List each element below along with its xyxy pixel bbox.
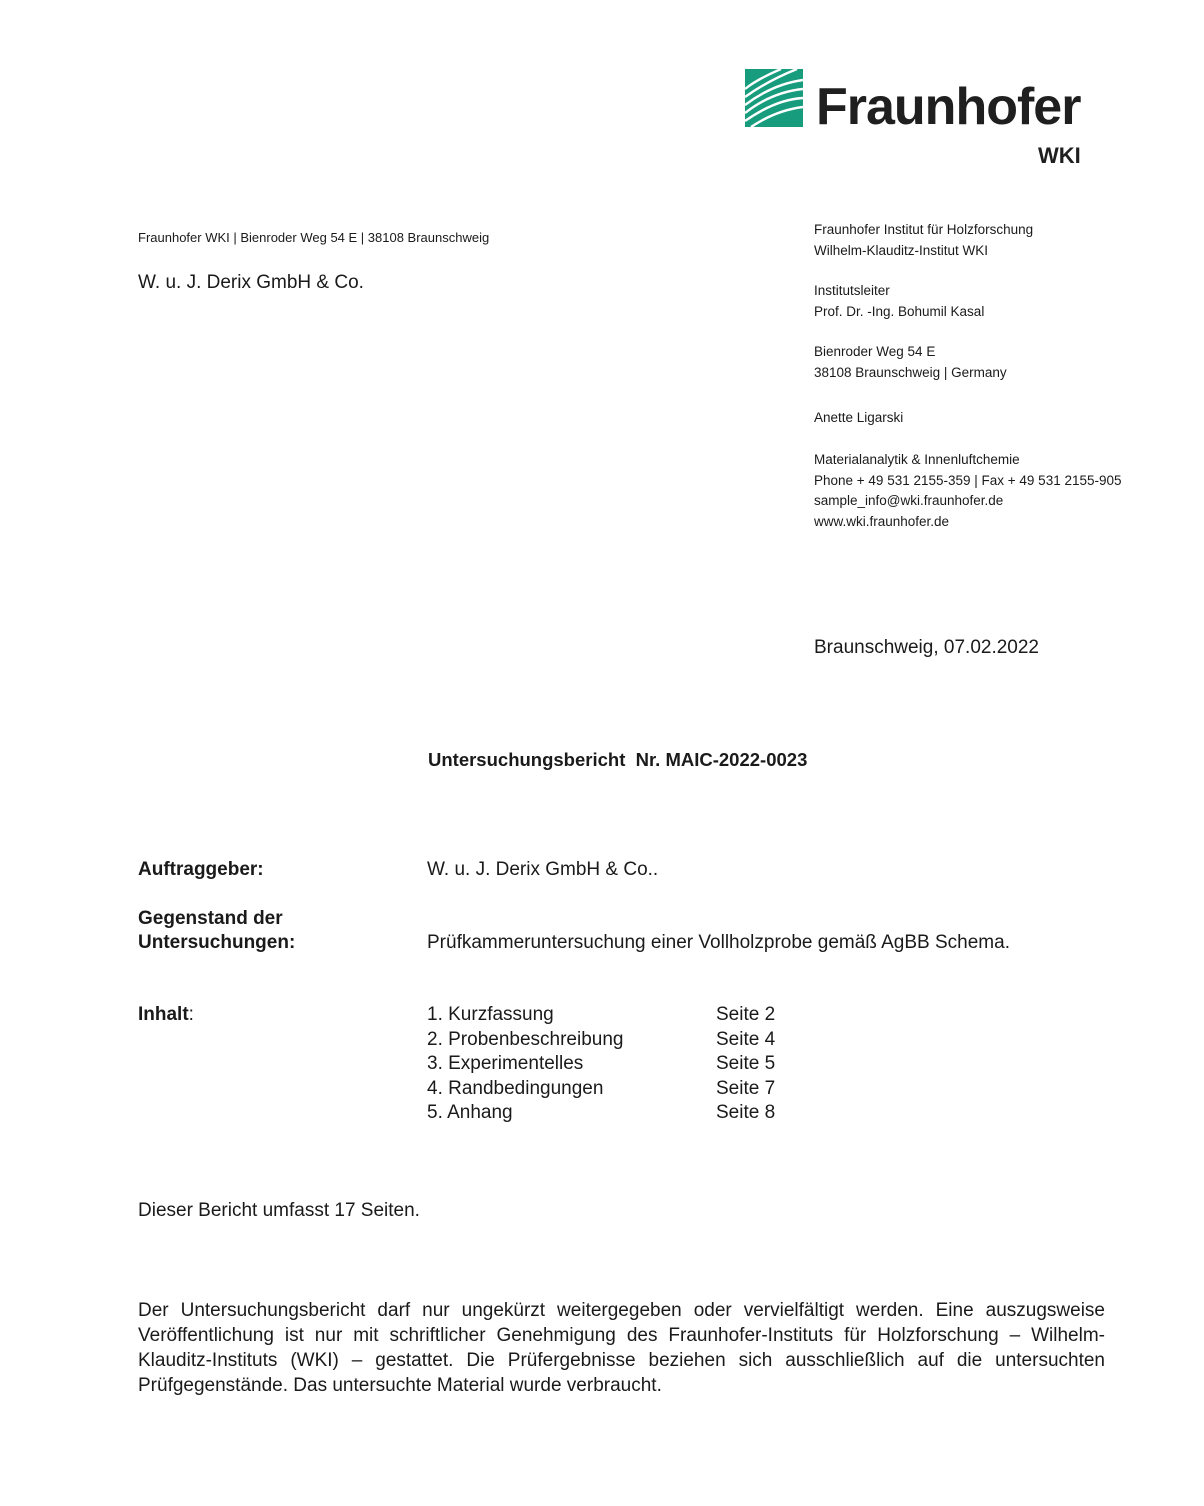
- contents-label-colon: :: [188, 1004, 194, 1025]
- institute-address-block: [814, 342, 1124, 383]
- contents-label: [138, 1003, 194, 1027]
- department-contact-block: [814, 450, 1124, 532]
- fraunhofer-logo-icon: [745, 69, 803, 127]
- report-title: Untersuchungsbericht Nr. MAIC-2022-0023: [428, 749, 808, 770]
- client-value: W. u. J. Derix GmbH & Co..: [427, 859, 659, 880]
- institute-name-line1: Fraunhofer Institut für Holzforschung: [814, 222, 1034, 237]
- contents-label-text: Inhalt: [138, 1004, 189, 1025]
- disclaimer-paragraph: Der Untersuchungsbericht darf nur ungekürzt weitergegeben oder vervielfältigt werden. Eine auszugsweise Veröffentlichung ist nur mit schriftlicher Genehmigung des Fraunhofer-Instituts für Holzforschung – Wilhelm-Klauditz-Instituts (WKI) – gestattet. Die Prüfergebnisse beziehen sich ausschließlich auf die untersuchten Prüfgegenstände. Das untersuchte Material wurde verbraucht.: [138, 1300, 1105, 1396]
- director-name: Prof. Dr. -Ing. Bohumil Kasal: [814, 303, 985, 319]
- subject-label-line1: Gegenstand der: [138, 908, 283, 929]
- toc-item-title: 2. Probenbeschreibung: [427, 1029, 624, 1050]
- institute-street: Bienroder Weg 54 E: [814, 344, 936, 359]
- toc-item-page: Seite 2: [716, 1004, 776, 1025]
- toc-item-page: Seite 4: [716, 1029, 776, 1050]
- director-title: Institutsleiter: [814, 283, 890, 298]
- toc-item-title: 3. Experimentelles: [427, 1053, 584, 1074]
- client-label: Auftraggeber:: [138, 859, 264, 880]
- page-count-note: Dieser Bericht umfasst 17 Seiten.: [138, 1200, 420, 1221]
- toc-item-title: 4. Randbedingungen: [427, 1078, 604, 1099]
- toc-item-page: Seite 5: [716, 1053, 776, 1074]
- subject-label-line2: Untersuchungen:: [138, 932, 296, 953]
- logo-unit-name: WKI: [1038, 143, 1081, 168]
- email-link[interactable]: sample_info@wki.fraunhofer.de: [814, 493, 1004, 508]
- institute-city: 38108 Braunschweig | Germany: [814, 364, 1007, 380]
- department-name: Materialanalytik & Innenluftchemie: [814, 452, 1020, 467]
- date-line: Braunschweig, 07.02.2022: [814, 637, 1039, 658]
- contact-person: Anette Ligarski: [814, 410, 904, 425]
- toc-item-page: Seite 8: [716, 1102, 776, 1123]
- phone-fax: Phone + 49 531 2155-359 | Fax + 49 531 2155-905: [814, 472, 1122, 488]
- institute-name-line2: Wilhelm-Klauditz-Institut WKI: [814, 242, 989, 258]
- institute-name-block: [814, 220, 1124, 261]
- recipient-name: W. u. J. Derix GmbH & Co.: [138, 272, 364, 293]
- subject-value: Prüfkammeruntersuchung einer Vollholzprobe gemäß AgBB Schema.: [427, 932, 1010, 953]
- logo-brand-name: Fraunhofer: [816, 78, 1081, 136]
- toc-item-page: Seite 7: [716, 1078, 776, 1099]
- sender-address-line: Fraunhofer WKI | Bienroder Weg 54 E | 38108 Braunschweig: [138, 230, 490, 245]
- subject-label: [138, 907, 295, 955]
- director-block: [814, 281, 1124, 322]
- toc-item-title: 5. Anhang: [427, 1102, 513, 1123]
- website-link[interactable]: www.wki.fraunhofer.de: [814, 513, 950, 529]
- toc-item-title: 1. Kurzfassung: [427, 1004, 554, 1025]
